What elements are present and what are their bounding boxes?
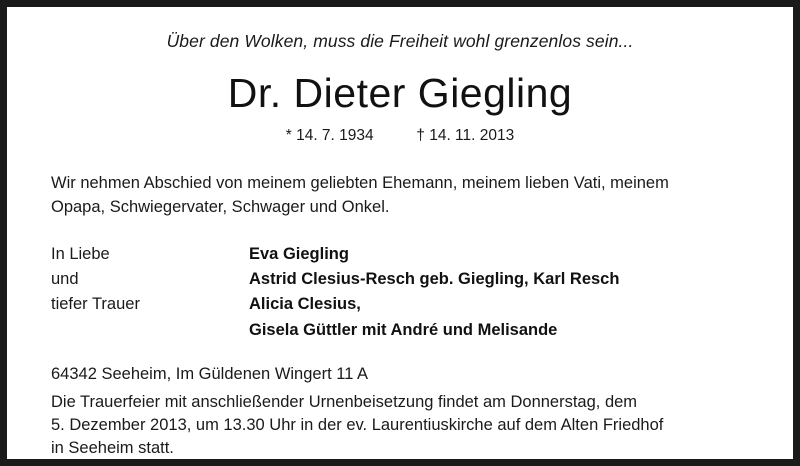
address-text: 64342 Seeheim, Im Güldenen Wingert 11 A xyxy=(51,364,369,383)
mourner-intro-line: und xyxy=(51,270,79,289)
epitaph-text: Über den Wolken, muss die Freiheit wohl grenzenlos sein... xyxy=(166,31,634,51)
mourner-intro xyxy=(51,242,249,343)
ceremony-line: Die Trauerfeier mit anschließender Urnenbeisetzung findet am Donnerstag, dem xyxy=(51,392,638,411)
ceremony-line: 5. Dezember 2013, um 13.30 Uhr in der ev. Laurentiuskirche auf dem Alten Friedhof xyxy=(51,415,664,434)
life-dates xyxy=(51,127,749,145)
mourner-intro-line: In Liebe xyxy=(51,244,110,263)
mourner-intro-line: tiefer Trauer xyxy=(51,295,140,314)
ceremony-text xyxy=(51,391,749,460)
intro-line: Opapa, Schwiegervater, Schwager und Onkel. xyxy=(51,197,390,216)
death-date: † 14. 11. 2013 xyxy=(416,127,515,144)
intro-text xyxy=(51,172,749,220)
mourner-name: Astrid Clesius-Resch geb. Giegling, Karl Resch xyxy=(249,270,620,289)
mourner-names xyxy=(249,242,749,343)
mourner-name: Eva Giegling xyxy=(249,244,349,263)
mourner-name: Alicia Clesius, xyxy=(249,295,361,314)
deceased-name: Dr. Dieter Giegling xyxy=(227,70,573,116)
mourner-name: Gisela Güttler mit André und Melisande xyxy=(249,320,558,339)
ceremony-line: in Seeheim statt. xyxy=(51,438,174,457)
mourners-section xyxy=(51,242,749,343)
intro-line: Wir nehmen Abschied von meinem geliebten Ehemann, meinem lieben Vati, meinem xyxy=(51,174,669,192)
birth-date: * 14. 7. 1934 xyxy=(285,127,374,144)
